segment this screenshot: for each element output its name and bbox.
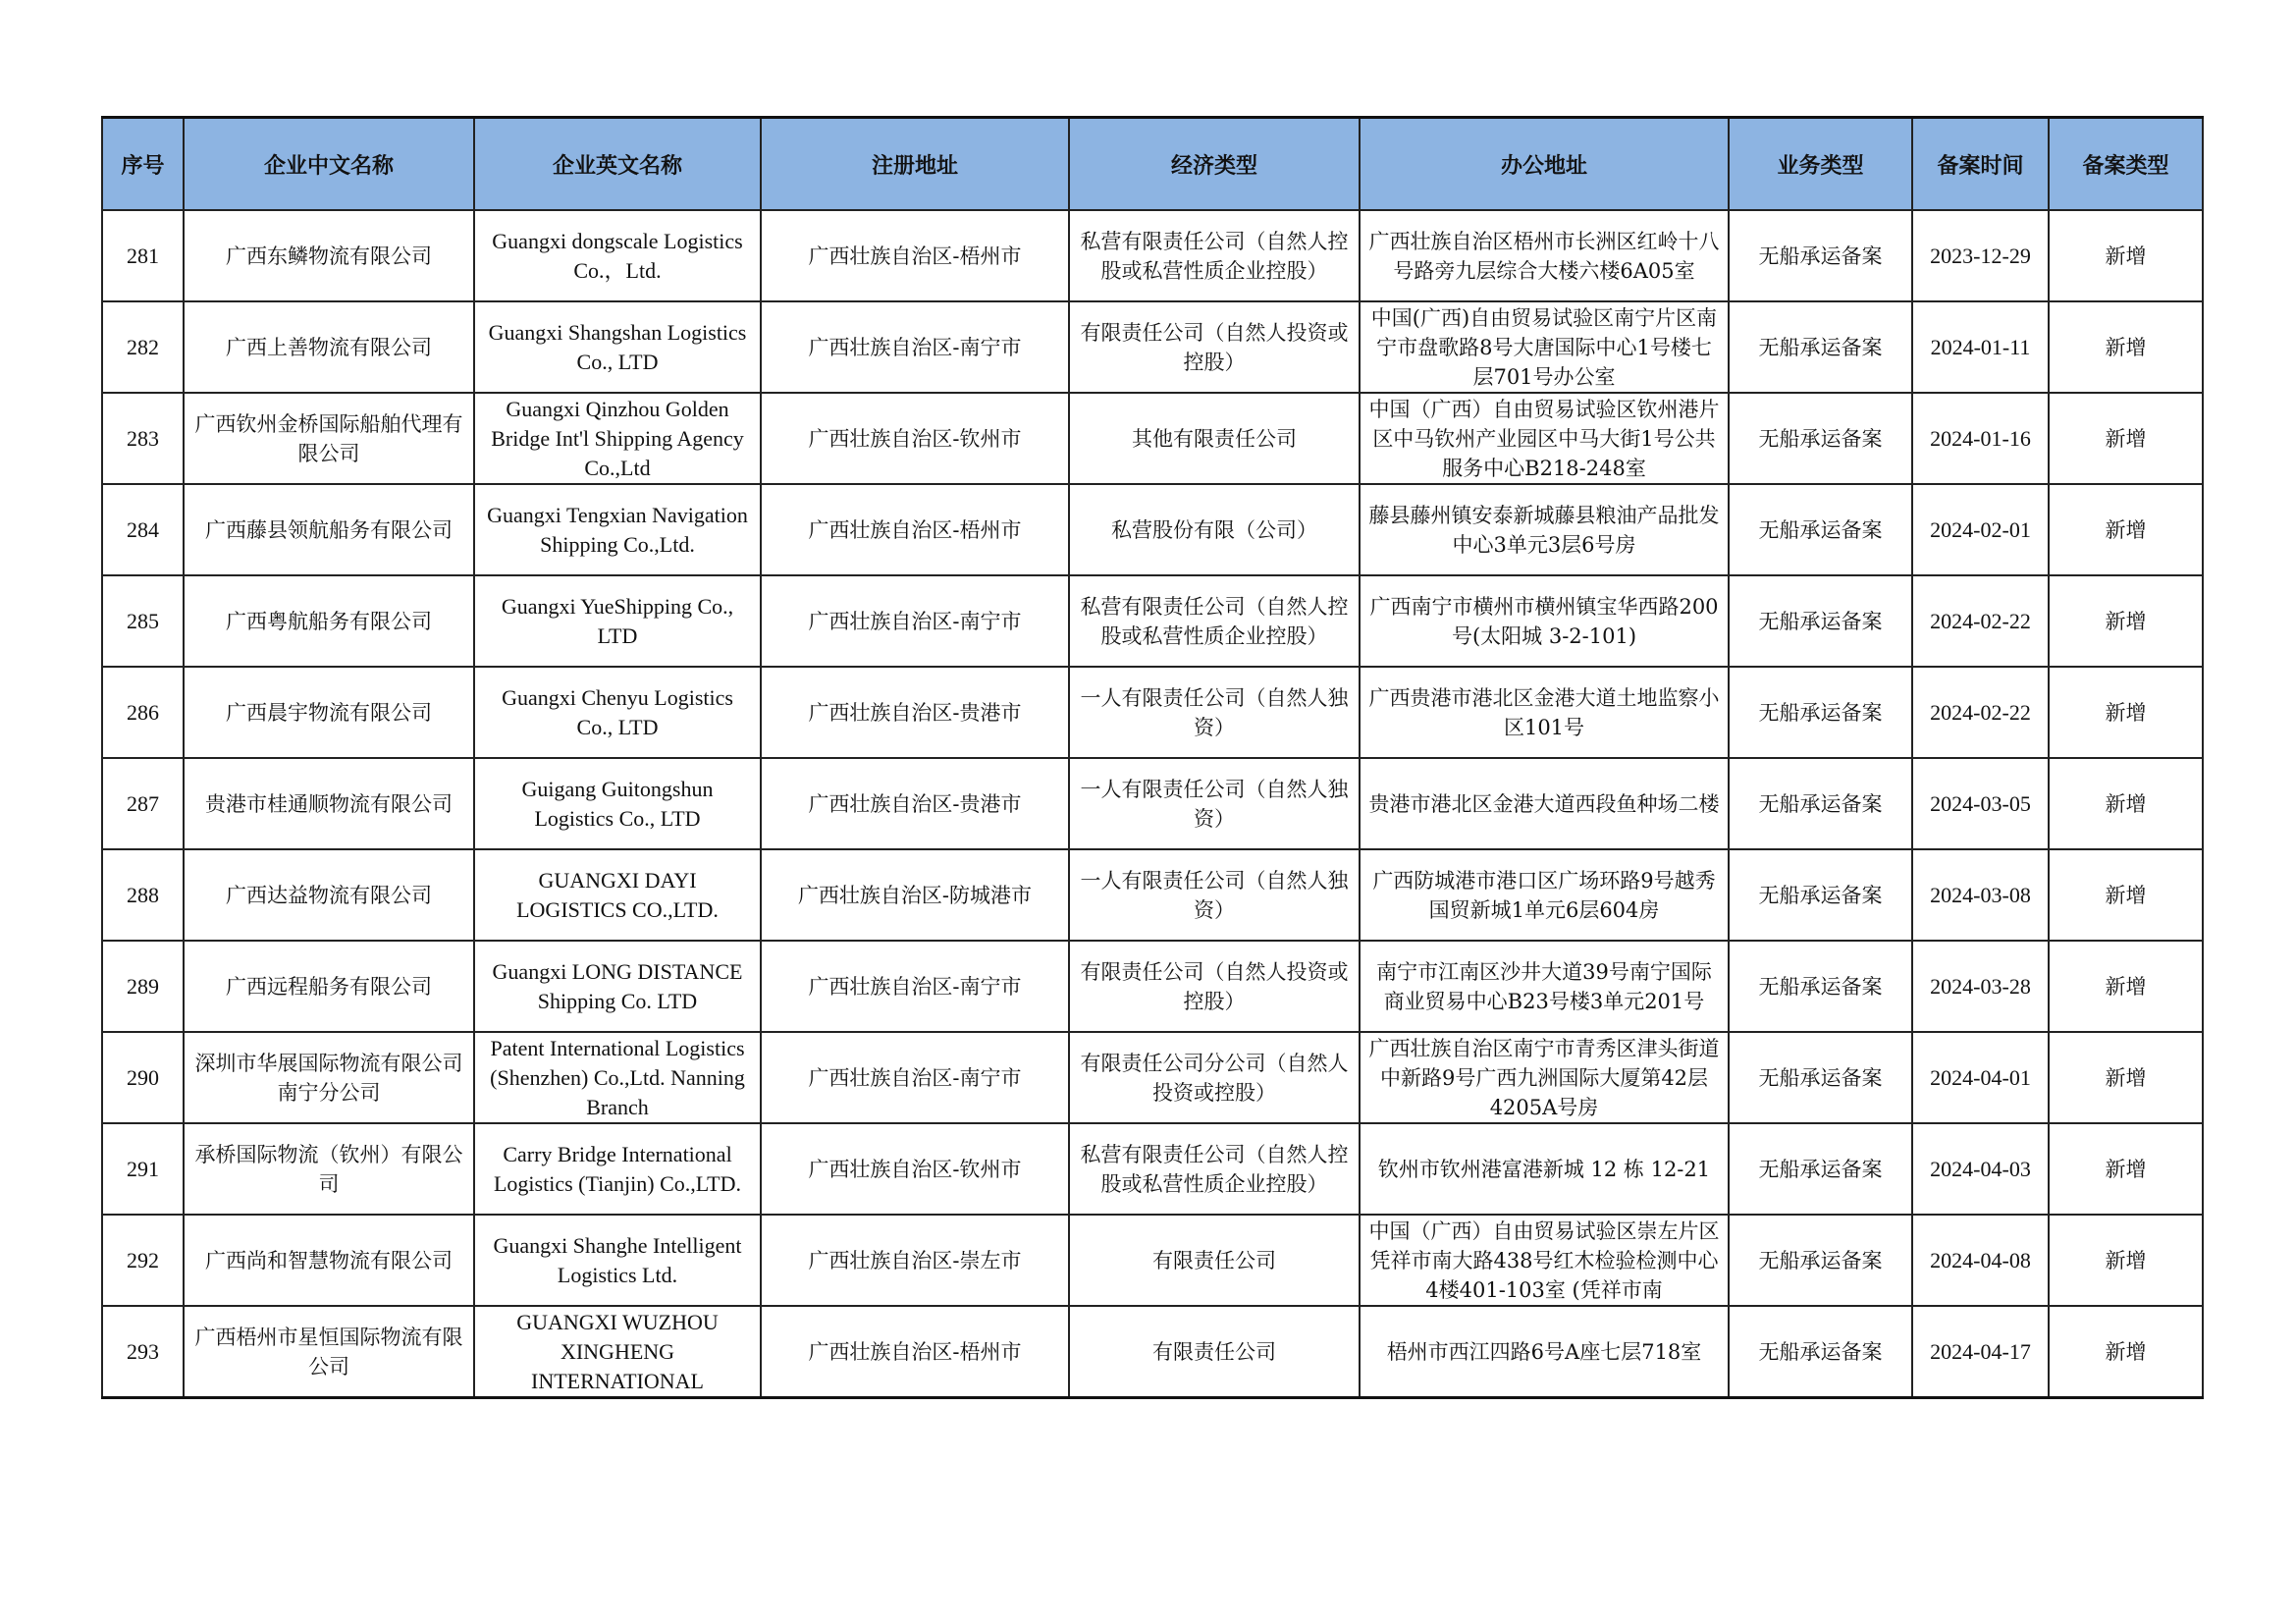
cell-reg-address: 广西壮族自治区-钦州市 bbox=[761, 393, 1069, 484]
cell-cn-name: 广西藤县领航船务有限公司 bbox=[184, 484, 474, 575]
cell-econ-type: 有限责任公司分公司（自然人投资或控股） bbox=[1069, 1032, 1360, 1123]
cell-econ-type: 有限责任公司 bbox=[1069, 1306, 1360, 1398]
cell-record-type: 新增 bbox=[2049, 575, 2203, 667]
header-cell: 企业中文名称 bbox=[184, 118, 474, 211]
cell-no: 291 bbox=[102, 1123, 184, 1215]
cell-en-name: GUANGXI WUZHOU XINGHENG INTERNATIONAL bbox=[474, 1306, 761, 1398]
cell-en-name: Guangxi Tengxian Navigation Shipping Co.,Ltd. bbox=[474, 484, 761, 575]
cell-reg-address: 广西壮族自治区-南宁市 bbox=[761, 575, 1069, 667]
cell-en-name: Guangxi LONG DISTANCE Shipping Co. LTD bbox=[474, 941, 761, 1032]
table-row bbox=[102, 575, 2203, 667]
cell-reg-address: 广西壮族自治区-梧州市 bbox=[761, 1306, 1069, 1398]
cell-record-type: 新增 bbox=[2049, 1215, 2203, 1306]
cell-record-type: 新增 bbox=[2049, 301, 2203, 393]
table-row bbox=[102, 301, 2203, 393]
cell-business-type: 无船承运备案 bbox=[1729, 1306, 1912, 1398]
cell-date: 2024-01-11 bbox=[1912, 301, 2049, 393]
cell-business-type: 无船承运备案 bbox=[1729, 393, 1912, 484]
cell-no: 289 bbox=[102, 941, 184, 1032]
cell-econ-type: 一人有限责任公司（自然人独资） bbox=[1069, 667, 1360, 758]
cell-en-name: GUANGXI DAYI LOGISTICS CO.,LTD. bbox=[474, 849, 761, 941]
cell-business-type: 无船承运备案 bbox=[1729, 849, 1912, 941]
cell-date: 2024-04-01 bbox=[1912, 1032, 2049, 1123]
cell-office-address: 藤县藤州镇安泰新城藤县粮油产品批发中心3单元3层6号房 bbox=[1360, 484, 1729, 575]
cell-business-type: 无船承运备案 bbox=[1729, 1215, 1912, 1306]
cell-no: 281 bbox=[102, 210, 184, 301]
table-row bbox=[102, 758, 2203, 849]
cell-econ-type: 私营股份有限（公司） bbox=[1069, 484, 1360, 575]
cell-en-name: Guangxi YueShipping Co., LTD bbox=[474, 575, 761, 667]
cell-econ-type: 有限责任公司（自然人投资或控股） bbox=[1069, 941, 1360, 1032]
table-row bbox=[102, 667, 2203, 758]
header-row bbox=[102, 118, 2203, 211]
cell-en-name: Guigang Guitongshun Logistics Co., LTD bbox=[474, 758, 761, 849]
cell-date: 2024-04-03 bbox=[1912, 1123, 2049, 1215]
cell-business-type: 无船承运备案 bbox=[1729, 667, 1912, 758]
header-cell: 业务类型 bbox=[1729, 118, 1912, 211]
cell-cn-name: 深圳市华展国际物流有限公司南宁分公司 bbox=[184, 1032, 474, 1123]
cell-reg-address: 广西壮族自治区-贵港市 bbox=[761, 667, 1069, 758]
cell-business-type: 无船承运备案 bbox=[1729, 575, 1912, 667]
cell-en-name: Patent International Logistics (Shenzhen) Co.,Ltd. Nanning Branch bbox=[474, 1032, 761, 1123]
cell-record-type: 新增 bbox=[2049, 393, 2203, 484]
cell-econ-type: 私营有限责任公司（自然人控股或私营性质企业控股） bbox=[1069, 1123, 1360, 1215]
cell-date: 2024-04-08 bbox=[1912, 1215, 2049, 1306]
cell-business-type: 无船承运备案 bbox=[1729, 484, 1912, 575]
cell-office-address: 中国(广西)自由贸易试验区南宁片区南宁市盘歌路8号大唐国际中心1号楼七层701号办公室 bbox=[1360, 301, 1729, 393]
cell-office-address: 梧州市西江四路6号A座七层718室 bbox=[1360, 1306, 1729, 1398]
table-row bbox=[102, 849, 2203, 941]
cell-en-name: Guangxi Qinzhou Golden Bridge Int'l Shipping Agency Co.,Ltd bbox=[474, 393, 761, 484]
cell-office-address: 广西防城港市港口区广场环路9号越秀国贸新城1单元6层604房 bbox=[1360, 849, 1729, 941]
cell-date: 2024-03-08 bbox=[1912, 849, 2049, 941]
cell-no: 283 bbox=[102, 393, 184, 484]
cell-cn-name: 广西粤航船务有限公司 bbox=[184, 575, 474, 667]
table-row bbox=[102, 393, 2203, 484]
cell-no: 285 bbox=[102, 575, 184, 667]
cell-record-type: 新增 bbox=[2049, 667, 2203, 758]
cell-econ-type: 私营有限责任公司（自然人控股或私营性质企业控股） bbox=[1069, 210, 1360, 301]
header-cell: 备案时间 bbox=[1912, 118, 2049, 211]
table-row bbox=[102, 1215, 2203, 1306]
table-row bbox=[102, 1306, 2203, 1398]
cell-cn-name: 贵港市桂通顺物流有限公司 bbox=[184, 758, 474, 849]
cell-date: 2024-02-22 bbox=[1912, 667, 2049, 758]
cell-business-type: 无船承运备案 bbox=[1729, 301, 1912, 393]
cell-en-name: Guangxi Shangshan Logistics Co., LTD bbox=[474, 301, 761, 393]
cell-office-address: 广西壮族自治区梧州市长洲区红岭十八号路旁九层综合大楼六楼6A05室 bbox=[1360, 210, 1729, 301]
cell-cn-name: 广西尚和智慧物流有限公司 bbox=[184, 1215, 474, 1306]
cell-no: 282 bbox=[102, 301, 184, 393]
cell-no: 288 bbox=[102, 849, 184, 941]
cell-record-type: 新增 bbox=[2049, 1123, 2203, 1215]
cell-business-type: 无船承运备案 bbox=[1729, 210, 1912, 301]
cell-en-name: Guangxi Shanghe Intelligent Logistics Ltd. bbox=[474, 1215, 761, 1306]
cell-reg-address: 广西壮族自治区-钦州市 bbox=[761, 1123, 1069, 1215]
cell-office-address: 贵港市港北区金港大道西段鱼种场二楼 bbox=[1360, 758, 1729, 849]
table-row bbox=[102, 484, 2203, 575]
cell-cn-name: 广西达益物流有限公司 bbox=[184, 849, 474, 941]
cell-reg-address: 广西壮族自治区-南宁市 bbox=[761, 941, 1069, 1032]
cell-no: 286 bbox=[102, 667, 184, 758]
cell-date: 2024-03-05 bbox=[1912, 758, 2049, 849]
cell-date: 2024-02-22 bbox=[1912, 575, 2049, 667]
cell-business-type: 无船承运备案 bbox=[1729, 1032, 1912, 1123]
cell-date: 2024-04-17 bbox=[1912, 1306, 2049, 1398]
cell-cn-name: 广西梧州市星恒国际物流有限公司 bbox=[184, 1306, 474, 1398]
registry-table bbox=[101, 116, 2204, 1399]
cell-business-type: 无船承运备案 bbox=[1729, 758, 1912, 849]
cell-cn-name: 广西晨宇物流有限公司 bbox=[184, 667, 474, 758]
cell-business-type: 无船承运备案 bbox=[1729, 941, 1912, 1032]
cell-business-type: 无船承运备案 bbox=[1729, 1123, 1912, 1215]
cell-no: 290 bbox=[102, 1032, 184, 1123]
table-row bbox=[102, 1032, 2203, 1123]
cell-econ-type: 有限责任公司（自然人投资或控股） bbox=[1069, 301, 1360, 393]
cell-cn-name: 广西钦州金桥国际船舶代理有限公司 bbox=[184, 393, 474, 484]
cell-date: 2024-03-28 bbox=[1912, 941, 2049, 1032]
table-row bbox=[102, 941, 2203, 1032]
cell-date: 2024-02-01 bbox=[1912, 484, 2049, 575]
cell-record-type: 新增 bbox=[2049, 1032, 2203, 1123]
cell-office-address: 广西贵港市港北区金港大道土地监察小区101号 bbox=[1360, 667, 1729, 758]
cell-reg-address: 广西壮族自治区-梧州市 bbox=[761, 484, 1069, 575]
cell-office-address: 广西壮族自治区南宁市青秀区津头街道中新路9号广西九洲国际大厦第42层4205A号房 bbox=[1360, 1032, 1729, 1123]
cell-no: 292 bbox=[102, 1215, 184, 1306]
header-cell: 经济类型 bbox=[1069, 118, 1360, 211]
header-cell: 序号 bbox=[102, 118, 184, 211]
cell-reg-address: 广西壮族自治区-贵港市 bbox=[761, 758, 1069, 849]
cell-office-address: 中国（广西）自由贸易试验区崇左片区凭祥市南大路438号红木检验检测中心4楼401-103室 (凭祥市南 bbox=[1360, 1215, 1729, 1306]
cell-record-type: 新增 bbox=[2049, 210, 2203, 301]
header-cell: 企业英文名称 bbox=[474, 118, 761, 211]
cell-en-name: Carry Bridge International Logistics (Tianjin) Co.,LTD. bbox=[474, 1123, 761, 1215]
cell-econ-type: 一人有限责任公司（自然人独资） bbox=[1069, 758, 1360, 849]
cell-reg-address: 广西壮族自治区-梧州市 bbox=[761, 210, 1069, 301]
cell-date: 2023-12-29 bbox=[1912, 210, 2049, 301]
cell-reg-address: 广西壮族自治区-南宁市 bbox=[761, 301, 1069, 393]
cell-cn-name: 广西远程船务有限公司 bbox=[184, 941, 474, 1032]
cell-no: 287 bbox=[102, 758, 184, 849]
cell-reg-address: 广西壮族自治区-南宁市 bbox=[761, 1032, 1069, 1123]
table-row bbox=[102, 210, 2203, 301]
cell-econ-type: 私营有限责任公司（自然人控股或私营性质企业控股） bbox=[1069, 575, 1360, 667]
cell-reg-address: 广西壮族自治区-防城港市 bbox=[761, 849, 1069, 941]
cell-no: 284 bbox=[102, 484, 184, 575]
cell-econ-type: 其他有限责任公司 bbox=[1069, 393, 1360, 484]
cell-record-type: 新增 bbox=[2049, 758, 2203, 849]
header-cell: 办公地址 bbox=[1360, 118, 1729, 211]
cell-cn-name: 承桥国际物流（钦州）有限公司 bbox=[184, 1123, 474, 1215]
cell-no: 293 bbox=[102, 1306, 184, 1398]
cell-en-name: Guangxi dongscale Logistics Co.，Ltd. bbox=[474, 210, 761, 301]
cell-office-address: 钦州市钦州港富港新城 12 栋 12-21 bbox=[1360, 1123, 1729, 1215]
cell-date: 2024-01-16 bbox=[1912, 393, 2049, 484]
cell-record-type: 新增 bbox=[2049, 1306, 2203, 1398]
table-row bbox=[102, 1123, 2203, 1215]
cell-cn-name: 广西东鳞物流有限公司 bbox=[184, 210, 474, 301]
cell-record-type: 新增 bbox=[2049, 484, 2203, 575]
cell-office-address: 广西南宁市横州市横州镇宝华西路200号(太阳城 3-2-101) bbox=[1360, 575, 1729, 667]
cell-record-type: 新增 bbox=[2049, 941, 2203, 1032]
cell-econ-type: 一人有限责任公司（自然人独资） bbox=[1069, 849, 1360, 941]
cell-reg-address: 广西壮族自治区-崇左市 bbox=[761, 1215, 1069, 1306]
cell-office-address: 中国（广西）自由贸易试验区钦州港片区中马钦州产业园区中马大街1号公共服务中心B218-248室 bbox=[1360, 393, 1729, 484]
header-cell: 注册地址 bbox=[761, 118, 1069, 211]
cell-record-type: 新增 bbox=[2049, 849, 2203, 941]
cell-cn-name: 广西上善物流有限公司 bbox=[184, 301, 474, 393]
cell-econ-type: 有限责任公司 bbox=[1069, 1215, 1360, 1306]
cell-office-address: 南宁市江南区沙井大道39号南宁国际商业贸易中心B23号楼3单元201号 bbox=[1360, 941, 1729, 1032]
header-cell: 备案类型 bbox=[2049, 118, 2203, 211]
cell-en-name: Guangxi Chenyu Logistics Co., LTD bbox=[474, 667, 761, 758]
